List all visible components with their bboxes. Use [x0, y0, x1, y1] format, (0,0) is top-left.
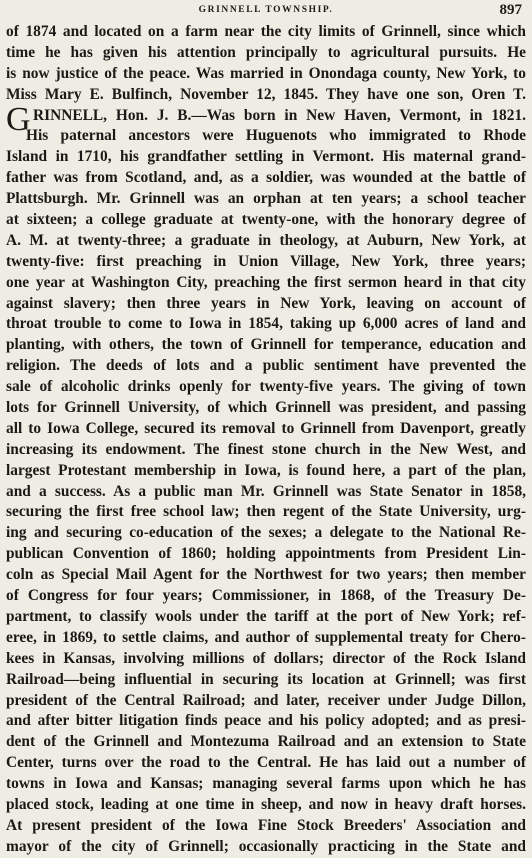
text-line: Railroad—being influential in securing its location at Grinnell; was first — [6, 670, 526, 688]
text-line: coln as Special Mail Agent for the Northwest for two years; then member — [6, 566, 526, 584]
text-line: Miss Mary E. Bulfinch, November 12, 1845. They have one son, Oren T. — [6, 85, 526, 103]
text-line: is now justice of the peace. Was married in Onondaga county, New York, to — [6, 64, 526, 82]
drop-cap: G — [6, 100, 31, 138]
text-line: securing the first free school law; then regent of the State University, urg- — [6, 503, 526, 521]
text-line: largest Protestant membership in Iowa, is found here, a part of the plan, — [6, 461, 526, 479]
text-line: partment, to classify wools under the tariff at the port of New York; ref- — [6, 607, 526, 625]
text-line: father was from Scotland, and, as a soldier, was wounded at the battle of — [6, 169, 526, 187]
text-line: Island in 1710, his grandfather settling in Vermont. His maternal grand- — [6, 148, 526, 166]
entry-heading: RINNELL, Hon. J. B.—Was born in New Haven, Vermont, in 1821. — [33, 106, 526, 124]
text-line: At present president of the Iowa Fine Stock Breeders' Association and — [6, 816, 526, 834]
text-line: publican Convention of 1860; holding appointments from President Lin- — [6, 545, 526, 563]
text-line: Plattsburgh. Mr. Grinnell was an orphan at ten years; a school teacher — [6, 190, 526, 208]
text-line: increasing its endowment. The finest stone church in the New West, and — [6, 440, 526, 458]
text-line: and after bitter litigation finds peace and his policy adopted; and as presi- — [6, 712, 526, 730]
text-line: sale of alcoholic drinks openly for twenty-five years. The giving of town — [6, 378, 526, 396]
text-line: His paternal ancestors were Huguenots who immigrated to Rhode — [26, 127, 526, 145]
text-line: at sixteen; a college graduate at twenty-one, with the honorary degree of — [6, 211, 526, 229]
text-line: eree, in 1869, to settle claims, and author of supplemental treaty for Chero- — [6, 628, 526, 646]
running-head — [0, 2, 532, 20]
text-line: ing and securing co-education of the sexes; a delegate to the National Re- — [6, 524, 526, 542]
text-line: one year at Washington City, preaching the first sermon heard in that city — [6, 273, 526, 291]
text-line: A. M. at twenty-three; a graduate in theology, at Auburn, New York, at — [6, 231, 526, 249]
page-number: 897 — [499, 2, 522, 18]
body-text — [6, 22, 526, 858]
text-line: twenty-five: first preaching in Union Village, New York, three years; — [6, 252, 526, 270]
text-line: mayor of the city of Grinnell; occasionally practicing in the State and — [6, 837, 526, 855]
text-line: and a success. As a public man Mr. Grinnell was State Senator in 1858, — [6, 482, 526, 500]
text-line: lots for Grinnell University, of which Grinnell was president, and passing — [6, 399, 526, 417]
text-line: against slavery; then three years in New York, leaving on account of — [6, 294, 526, 312]
text-line: placed stock, leading at one time in sheep, and now in heavy draft horses. — [6, 795, 526, 813]
running-title: GRINNELL TOWNSHIP. — [198, 5, 334, 15]
text-line: of Congress for four years; Commissioner, in 1868, of the Treasury De- — [6, 587, 526, 605]
text-line: all to Iowa College, secured its removal to Grinnell from Davenport, greatly — [6, 419, 526, 437]
text-line: throat trouble to come to Iowa in 1854, taking up 6,000 acres of land and — [6, 315, 526, 333]
text-line: president of the Central Railroad; and later, receiver under Judge Dillon, — [6, 691, 526, 709]
text-line: Center, turns over the road to the Central. He has laid out a number of — [6, 754, 526, 772]
text-line: religion. The deeds of lots and a public sentiment have prevented the — [6, 357, 526, 375]
text-line: towns in Iowa and Kansas; managing several farms upon which he has — [6, 775, 526, 793]
text-line: time he has given his attention principally to agricultural pursuits. He — [6, 43, 526, 61]
text-line: kees in Kansas, involving millions of dollars; director of the Rock Island — [6, 649, 526, 667]
text-line: of 1874 and located on a farm near the city limits of Grinnell, since which — [6, 23, 526, 40]
text-line: planting, with others, the town of Grinnell for temperance, education and — [6, 336, 526, 354]
text-line: dent of the Grinnell and Montezuma Railroad and an extension to State — [6, 733, 526, 751]
